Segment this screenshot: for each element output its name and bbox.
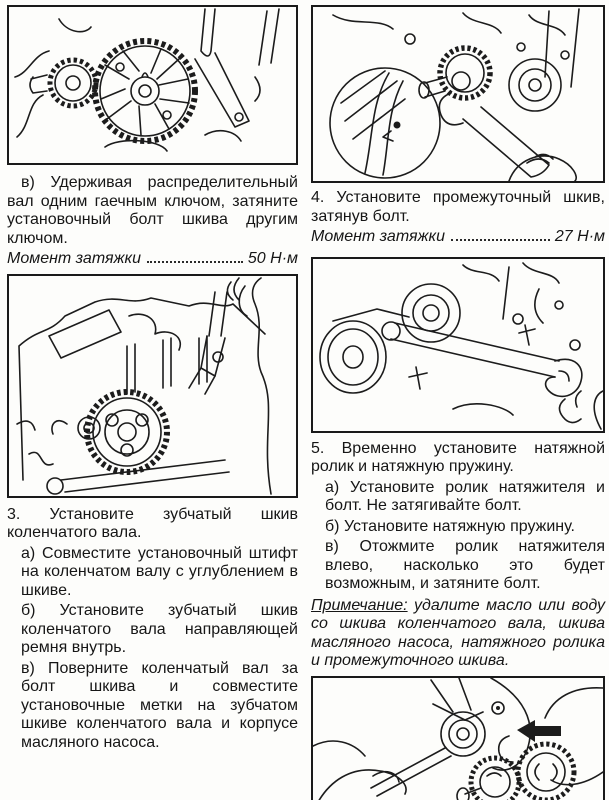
crank-pulley-engine-illustration <box>9 276 296 496</box>
step-3c: в) Поверните коленчатый вал за болт шкива и совместите установочные метки на зубчатом шкиве коленчатого вала и корпусе масляного насоса. <box>21 659 298 751</box>
note-text: удалите масло или воду со шкива коленчатого вала, шкива масляного насоса, натяжного ролика и промежуточного шкива. <box>311 596 606 669</box>
dot-leader <box>147 261 243 263</box>
torque-value: 50 Н·м <box>247 250 298 267</box>
step-2v-text: в) Удерживая распределительный вал одним гаечным ключом, затяните установочный болт шкива другим ключом. <box>7 174 298 247</box>
note-paragraph <box>311 597 605 671</box>
step-5b: б) Установите натяжную пружину. <box>325 517 575 535</box>
idler-pulley-illustration <box>313 7 603 181</box>
note-label: Примечание: <box>311 596 408 614</box>
figure-camshaft-sprocket <box>7 5 298 165</box>
tensioner-press-illustration <box>313 678 603 800</box>
step-5a: а) Установите ролик натяжителя и болт. Не затягивайте болт. <box>325 478 605 514</box>
torque-spec-50 <box>7 250 298 269</box>
step-5-title: 5. Временно установите натяжной ролик и натяжную пружину. <box>311 439 605 475</box>
figure-idler-pulley <box>311 5 605 183</box>
tensioner-bar-illustration <box>313 259 603 431</box>
torque-spec-27 <box>311 228 605 247</box>
figure-tensioner-press <box>311 676 605 800</box>
right-column <box>311 5 605 800</box>
left-column <box>7 5 298 752</box>
figure-tensioner-bar <box>311 257 605 433</box>
step-5c: в) Отожмите ролик натяжителя влево, насколько это будет возможным, и затяните болт. <box>325 538 605 592</box>
figure-crank-pulley-engine <box>7 274 298 498</box>
torque-value: 27 Н·м <box>554 228 605 245</box>
dot-leader <box>451 239 550 241</box>
step-3a: а) Совместите установочный штифт на коленчатом валу с углублением в шкиве. <box>21 544 298 599</box>
step-3-title: 3. Установите зубчатый шкив коленчатого вала. <box>7 505 298 541</box>
camshaft-sprocket-illustration <box>9 7 296 163</box>
torque-label: Момент затяжки <box>311 228 445 245</box>
step-4-text: 4. Установите промежуточный шкив, затянув болт. <box>311 189 605 225</box>
torque-label: Момент затяжки <box>7 250 141 267</box>
arrow-left-icon <box>517 720 561 742</box>
step-3b: б) Установите зубчатый шкив коленчатого вала направляющей ремня внутрь. <box>21 602 298 656</box>
